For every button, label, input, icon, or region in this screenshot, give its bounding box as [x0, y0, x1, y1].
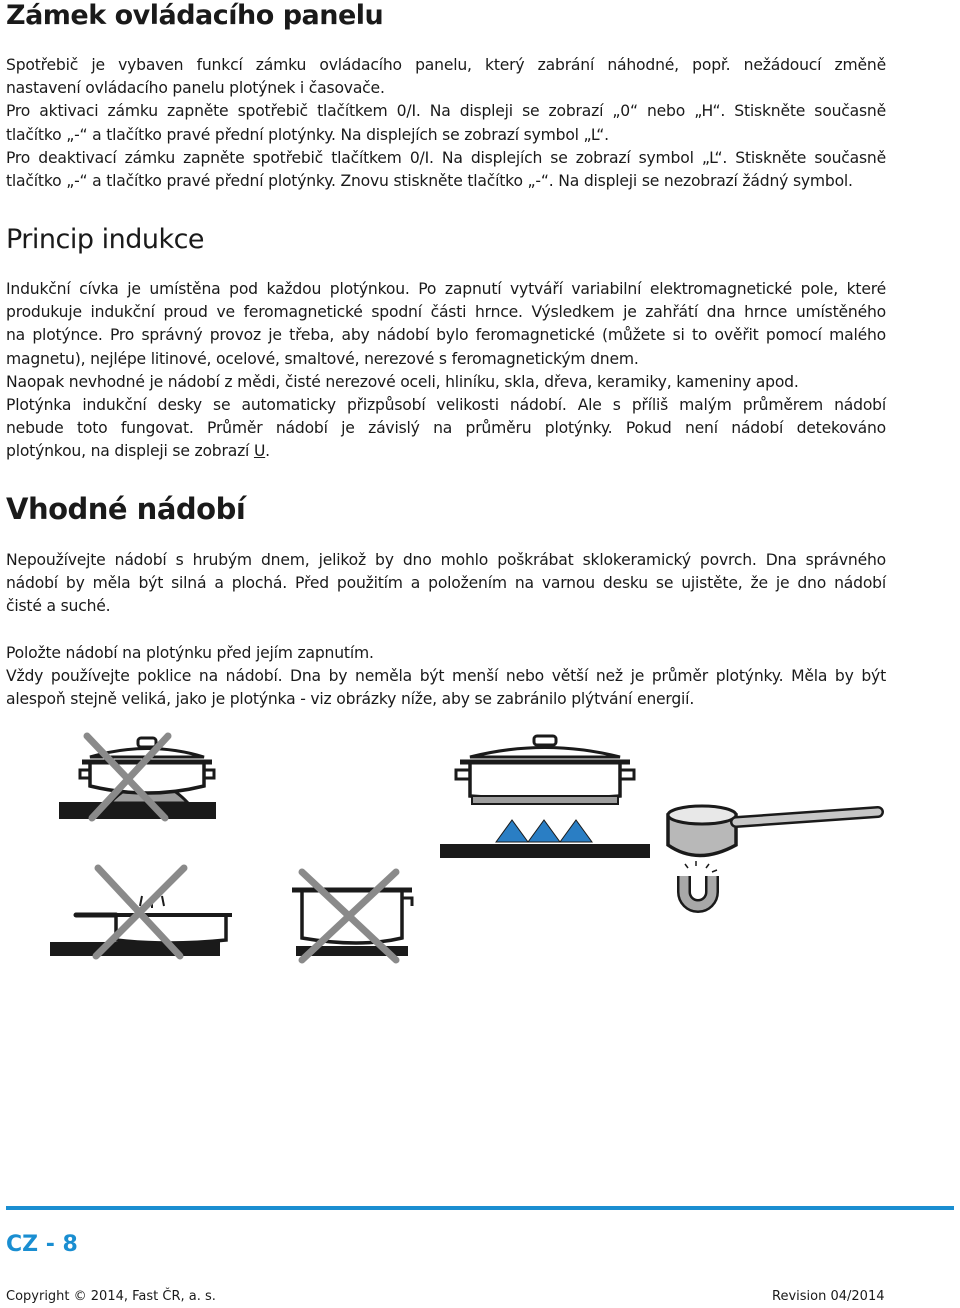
cookware-illustrations [0, 720, 960, 980]
pot-correct-base-illustration [440, 736, 650, 858]
text-fragment: . [265, 442, 270, 461]
text-line: Indukční cívka je umístěna pod každou plotýnkou. Po zapnutí vytváří variabilní elektromagnetické pole, které [6, 280, 886, 298]
text-line: Pro deaktivací zámku zapněte spotřebič tlačítkem 0/I. Na displejích se zobrazí symbol „L“. Stiskněte současně [6, 148, 886, 167]
text-line: nebude toto fungovat. Průměr nádobí je závislý na průměru plotýnky. Pokud není nádobí detekováno [6, 419, 886, 438]
display-symbol: U [253, 442, 266, 461]
text-line: Plotýnka indukční desky se automaticky přizpůsobí velikosti nádobí. Ale s příliš malým průměrem nádobí [6, 396, 886, 415]
revision-label: Revision [772, 1289, 827, 1304]
text-line: na plotýnce. Pro správný provoz je třeba, aby nádobí bylo feromagnetické (můžete si to ověřit pomocí malého [6, 326, 886, 345]
text-line: magnetu), nejlépe litinové, ocelové, smaltové, nerezové s feromagnetickým dnem. [6, 349, 639, 368]
revision-value: 04/2014 [830, 1289, 885, 1304]
text-line: Spotřebič je vybaven funkcí zámku ovládacího panelu, který zabrání náhodné, popř. nežádoucí změně [6, 56, 886, 74]
pot-magnet-test-illustration [668, 806, 878, 906]
text-line: Pro aktivaci zámku zapněte spotřebič tlačítkem 0/I. Na displeji se zobrazí „0“ nebo „H“. Stiskněte současně [6, 102, 886, 121]
text-line [6, 440, 886, 463]
text-line: čisté a suché. [6, 597, 111, 616]
text-line: Naopak nevhodné je nádobí z mědi, čisté nerezové oceli, hliníku, skla, dřeva, keramiky, kameniny apod. [6, 372, 799, 391]
copyright: Copyright © 2014, Fast ČR, a. s. [6, 1289, 216, 1304]
text-fragment: plotýnkou, na displeji se zobrazí [6, 442, 254, 461]
text-line: tlačítko „-“ a tlačítko pravé přední plotýnky. Na displejích se zobrazí symbol „L“. [6, 125, 609, 144]
text-line: tlačítko „-“ a tlačítko pravé přední plotýnky. Znovu stiskněte tlačítko „-“. Na displeji se nezobrazí žádný symbol. [6, 172, 853, 191]
text-line: Vždy používejte poklice na nádobí. Dna by neměla být menší nebo větší než je průměr plotýnky. Měla by být [6, 667, 886, 686]
cookware-text [6, 549, 886, 619]
revision [772, 1289, 885, 1304]
text-line: nádobí by měla být silná a plochá. Před použitím a položením na varnou desku se ujistěte, že je dno nádobí [6, 574, 886, 593]
footer-rule [6, 1206, 954, 1210]
section-title-suitable-cookware: Vhodné nádobí [6, 492, 246, 526]
text-line: nastavení ovládacího panelu plotýnek i časovače. [6, 79, 385, 98]
cookware-text-2 [6, 642, 886, 712]
section-title-induction-principle: Princip indukce [6, 224, 205, 255]
pot-oversized-crossed-illustration [292, 872, 412, 960]
pot-wide-base-crossed-illustration [50, 868, 232, 956]
text-line: Položte nádobí na plotýnku před jejím zapnutím. [6, 644, 374, 662]
page-number: CZ - 8 [6, 1232, 78, 1257]
pot-small-base-crossed-illustration [59, 736, 216, 819]
induction-text [6, 278, 886, 464]
section-title-control-lock: Zámek ovládacího panelu [6, 0, 384, 31]
text-line: alespoň stejně veliká, jako je plotýnka - viz obrázky níže, aby se zabránilo plýtvání energií. [6, 690, 695, 709]
text-line: Nepoužívejte nádobí s hrubým dnem, jelikož by dno mohlo poškrábat sklokeramický povrch. Dna správného [6, 551, 886, 569]
text-line: produkuje indukční proud ve feromagnetické spodní části hrnce. Výsledkem je zahřátí dna hrnce umístěného [6, 303, 886, 322]
control-lock-text [6, 54, 886, 193]
